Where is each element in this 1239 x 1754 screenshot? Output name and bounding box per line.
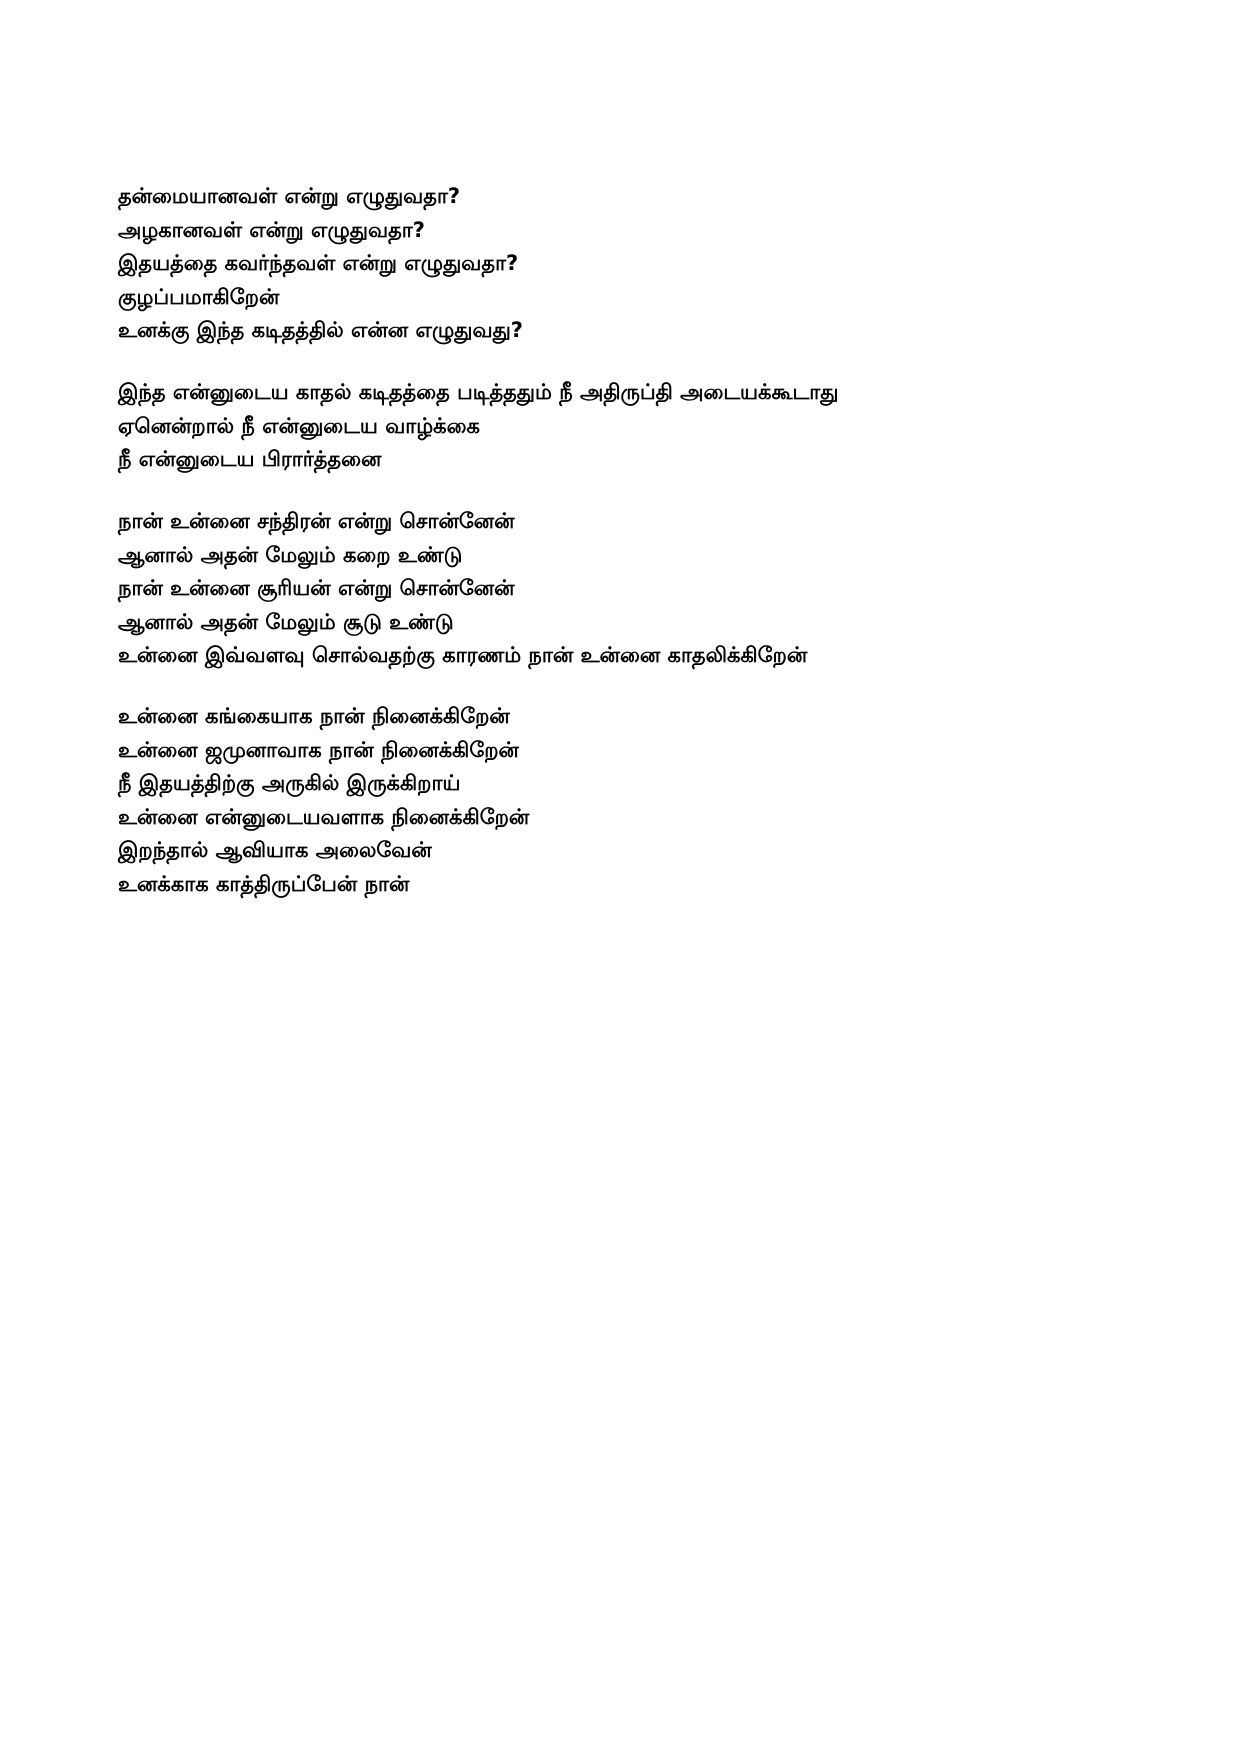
poem-line: உன்னை என்னுடையவளாக நினைக்கிறேன் — [118, 804, 530, 829]
poem-line: இதயத்தை கவர்ந்தவள் என்று எழுதுவதா? — [118, 251, 519, 275]
poem-line: உனக்கு இந்த கடிதத்தில் என்ன எழுதுவது? — [118, 318, 523, 342]
poem-line: ஆனால் அதன் மேலும் சூடு உண்டு — [118, 609, 454, 634]
poem-line: உனக்காக காத்திருப்பேன் நான் — [118, 871, 410, 896]
poem-line: அழகானவள் என்று எழுதுவதா? — [118, 217, 425, 242]
poem-stanza-2 — [118, 376, 1168, 477]
poem-line: தன்மையானவள் என்று எழுதுவதா? — [118, 184, 461, 208]
poem-stanza-1 — [118, 180, 1168, 348]
poem-line: உன்னை ஜமுனாவாக நான் நினைக்கிறேன் — [118, 737, 519, 762]
poem-line: குழப்பமாகிறேன் — [118, 284, 280, 309]
poem-line: நீ இதயத்திற்கு அருகில் இருக்கிறாய் — [118, 771, 461, 795]
poem-line: நீ என்னுடைய பிரார்த்தனை — [118, 447, 382, 471]
poem-stanza-4 — [118, 700, 1168, 901]
poem-line: நான் உன்னை சூரியன் என்று சொன்னேன் — [118, 576, 515, 600]
poem-line: ஏனென்றால் நீ என்னுடைய வாழ்க்கை — [118, 413, 480, 438]
poem-line: ஆனால் அதன் மேலும் கறை உண்டு — [118, 542, 463, 567]
poem-line: நான் உன்னை சந்திரன் என்று சொன்னேன் — [118, 509, 515, 533]
poem-line: இந்த என்னுடைய காதல் கடிதத்தை படித்ததும் நீ அதிருப்தி அடையக்கூடாது — [118, 380, 839, 404]
poem-line: உன்னை இவ்வளவு சொல்வதற்கு காரணம் நான் உன்னை காதலிக்கிறேன் — [118, 643, 808, 667]
poem-line: உன்னை கங்கையாக நான் நினைக்கிறேன் — [118, 704, 510, 728]
poem-line: இறந்தால் ஆவியாக அலைவேன் — [118, 838, 432, 862]
poem-stanza-3 — [118, 505, 1168, 673]
